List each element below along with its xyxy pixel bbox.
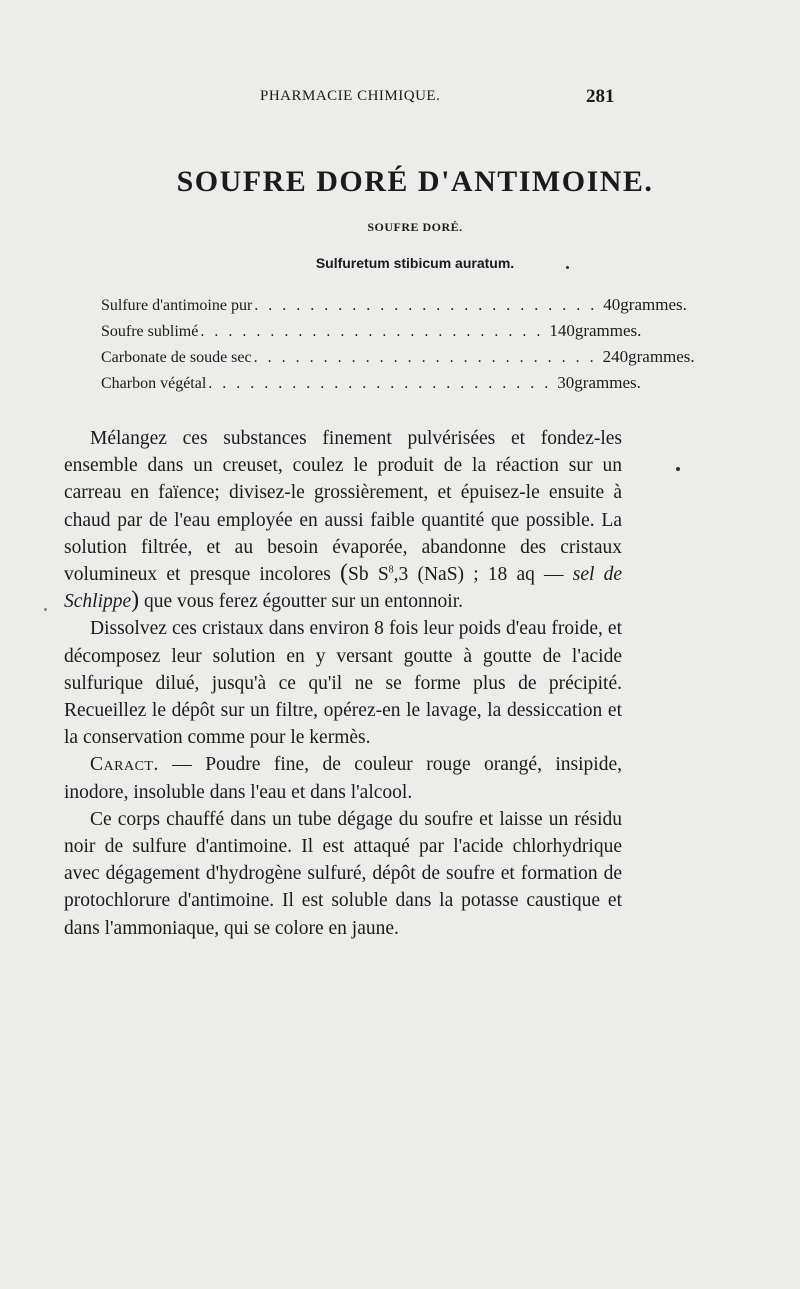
page-number: 281 bbox=[586, 86, 615, 107]
recipe-row bbox=[101, 347, 695, 373]
body-text bbox=[64, 425, 622, 942]
ink-speck bbox=[44, 608, 47, 611]
recipe-row bbox=[101, 295, 687, 321]
leader-dots: . . . . . . . . . . . . . . . . . . . . . . . . . bbox=[200, 323, 544, 340]
paragraph-properties: Ce corps chauffé dans un tube dégage du soufre et laisse un résidu noir de sulfure d'antimoine. Il est attaqué par l'acide chlorhydrique avec dégagement d'hydrogène sulfuré, dépôt de soufre et formation de protochlorure d'antimoine. Il est soluble dans la potasse caustique et dans l'ammoniaque, qui se colore en jaune. bbox=[64, 808, 622, 939]
ingredient-name: Soufre sublimé bbox=[101, 323, 199, 340]
ingredient-amount: 140 bbox=[549, 321, 575, 340]
ingredient-unit: grammes. bbox=[620, 295, 687, 314]
formula-name: sel de Schlippe bbox=[64, 564, 622, 613]
running-head: PHARMACIE CHIMIQUE. bbox=[260, 88, 441, 104]
latin-name: Sulfuretum stibicum auratum. bbox=[315, 255, 515, 271]
paragraph-text: que vous ferez égoutter sur un entonnoir. bbox=[139, 591, 463, 613]
formula-text: Sb S bbox=[348, 564, 389, 586]
paragraph-text: — Poudre fine, de couleur rouge orangé, insipide, inodore, insoluble dans l'eau et dans l'alcool. bbox=[64, 754, 622, 803]
ingredient-name: Charbon végétal bbox=[101, 375, 207, 392]
formula-text: ,3 (NaS) ; 18 aq — bbox=[393, 564, 573, 586]
paragraph-preparation: Mélangez ces substances finement pulvérisées et fondez-les ensemble dans un creuset, coulez le produit de la réaction sur un carreau en faïence; divisez-le grossièrement, et épuisez-le ensuite à chaud par de l'eau employée en aussi faible quantité que possible. La solution filtrée, et au besoin évaporée, abandonne des cristaux volumineux et presque incolores (Sb $S^8,3$ (NaS) ; 18 aq — sel de Schlippe) que vous ferez égoutter sur un entonnoir. bbox=[64, 428, 622, 614]
ingredient-amount: 240 bbox=[602, 347, 629, 366]
leader-dots: . . . . . . . . . . . . . . . . . . . . . . . . . bbox=[253, 349, 597, 366]
ingredient-unit: grammes. bbox=[574, 321, 642, 340]
section-label: Caract. bbox=[90, 754, 159, 776]
paragraph-characteristics bbox=[64, 751, 622, 805]
formula-superscript: 8 bbox=[388, 564, 394, 576]
ingredient-amount: 30 bbox=[557, 373, 575, 392]
leader-dots: . . . . . . . . . . . . . . . . . . . . . . . . . bbox=[254, 297, 598, 314]
paragraph-text: Mélangez ces substances finement pulvérisées et fondez-les ensemble dans un creuset, coulez le produit de la réaction sur un carreau en faïence; divisez-le grossièrement, et épuisez-le ensuite à chaud par de l'eau employée en aussi faible quantité que possible. La solution filtrée, et au besoin évaporée, abandonne des cristaux volumineux et presque incolores bbox=[64, 428, 622, 586]
paragraph-dissolution: Dissolvez ces cristaux dans environ 8 fois leur poids d'eau froide, et décomposez leur solution en y versant goutte à goutte de l'acide sulfurique dilué, jusqu'à ce qu'il ne se forme plus de précipité. Recueillez le dépôt sur un filtre, opérez-en le lavage, la dessiccation et la conservation comme pour le kermès. bbox=[64, 618, 622, 749]
ingredient-unit: grammes. bbox=[628, 347, 695, 366]
chapter-title: SOUFRE DORÉ D'ANTIMOINE. bbox=[176, 165, 654, 198]
leader-dots: . . . . . . . . . . . . . . . . . . . . . . . . . bbox=[208, 375, 552, 392]
subtitle: SOUFRE DORÉ. bbox=[367, 220, 463, 234]
recipe-row bbox=[101, 373, 641, 399]
ink-speck bbox=[676, 467, 680, 471]
ink-speck bbox=[566, 266, 569, 269]
recipe-list bbox=[101, 295, 695, 399]
recipe-row bbox=[101, 321, 642, 347]
ingredient-name: Carbonate de soude sec bbox=[101, 349, 252, 366]
ingredient-unit: grammes. bbox=[574, 373, 641, 392]
ingredient-amount: 40 bbox=[603, 295, 621, 314]
ingredient-name: Sulfure d'antimoine pur bbox=[101, 297, 253, 314]
